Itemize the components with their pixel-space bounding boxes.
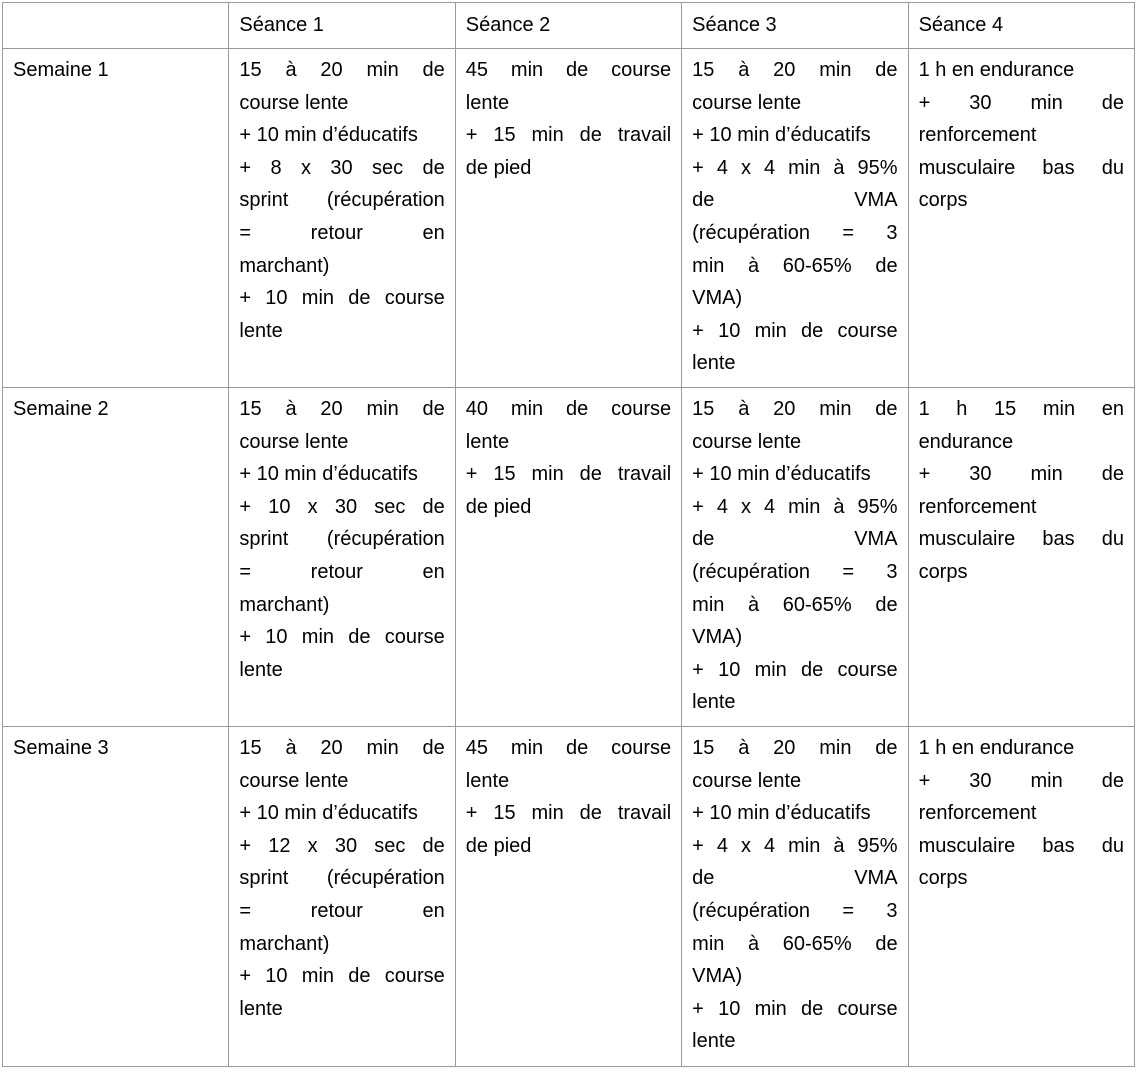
session-cell-seance-4 [908, 49, 1134, 388]
session-line: + 10 min de course [239, 626, 445, 649]
header-cell-seance-3: Séance 3 [682, 3, 908, 49]
session-line: lente [692, 1030, 736, 1053]
session-line: marchant) [239, 932, 330, 955]
session-line: = retour en [239, 899, 445, 922]
session-line: corps [918, 867, 968, 890]
session-line: 40 min de course [465, 398, 672, 420]
session-line: musculaire bas du [918, 156, 1124, 179]
header-cell-empty [3, 3, 229, 49]
session-line: 15 à 20 min de [239, 737, 445, 759]
session-line: lente [239, 997, 283, 1020]
session-line: + 30 min de [918, 463, 1124, 486]
session-line: 1 h 15 min en [918, 398, 1124, 420]
session-line: 45 min de course [465, 59, 672, 81]
session-line: 15 à 20 min de [692, 737, 898, 759]
session-line: course lente [692, 769, 802, 792]
week-label-cell: Semaine 1 [3, 49, 229, 388]
session-line: 15 à 20 min de [239, 398, 445, 420]
session-line: (récupération = 3 [692, 221, 898, 244]
session-cell-seance-4 [908, 388, 1134, 727]
session-line: course lente [239, 769, 349, 792]
session-line: lente [692, 352, 736, 375]
session-line: + 10 x 30 sec de [239, 495, 445, 518]
session-line: + 10 min de course [692, 319, 898, 342]
week-label-cell: Semaine 2 [3, 388, 229, 727]
session-line: 1 h en endurance [918, 737, 1075, 759]
header-cell-seance-1: Séance 1 [229, 3, 455, 49]
session-line: + 10 min d’éducatifs [692, 463, 871, 486]
session-line: + 10 min d’éducatifs [239, 124, 418, 147]
session-line: min à 60-65% de [692, 254, 898, 277]
session-line: corps [918, 560, 968, 583]
session-line: sprint (récupération [239, 189, 445, 212]
session-line: de pied [465, 156, 532, 179]
session-line: course lente [692, 91, 802, 114]
session-line: + 10 min de course [239, 287, 445, 310]
session-line: musculaire bas du [918, 528, 1124, 551]
session-line: + 10 min de course [239, 965, 445, 988]
session-line: renforcement [918, 802, 1037, 825]
session-line: + 10 min d’éducatifs [239, 463, 418, 486]
header-cell-seance-4: Séance 4 [908, 3, 1134, 49]
session-cell-seance-4 [908, 727, 1134, 1067]
week-label-cell: Semaine 3 [3, 727, 229, 1067]
session-line: 45 min de course [465, 737, 672, 759]
session-line: + 15 min de travail [465, 802, 672, 825]
session-line: + 10 min de course [692, 658, 898, 681]
session-line: VMA) [692, 626, 743, 649]
session-line: de pied [465, 834, 532, 857]
session-line: min à 60-65% de [692, 932, 898, 955]
session-line: + 30 min de [918, 91, 1124, 114]
session-line: + 15 min de travail [465, 463, 672, 486]
session-line: marchant) [239, 254, 330, 277]
session-line: endurance [918, 430, 1014, 453]
training-plan-table [2, 2, 1135, 1067]
session-cell-seance-1 [229, 49, 455, 388]
session-line: sprint (récupération [239, 528, 445, 551]
session-line: (récupération = 3 [692, 560, 898, 583]
session-line: 15 à 20 min de [239, 59, 445, 81]
session-line: lente [465, 430, 510, 453]
table-header-row [3, 3, 1135, 49]
session-line: + 4 x 4 min à 95% [692, 495, 898, 518]
session-line: marchant) [239, 593, 330, 616]
header-cell-seance-2: Séance 2 [455, 3, 681, 49]
session-line: de VMA [692, 189, 898, 212]
session-line: + 10 min d’éducatifs [239, 802, 418, 825]
session-line: = retour en [239, 221, 445, 244]
session-line: (récupération = 3 [692, 899, 898, 922]
session-line: + 10 min d’éducatifs [692, 802, 871, 825]
session-line: VMA) [692, 965, 743, 988]
session-cell-seance-1 [229, 727, 455, 1067]
session-line: + 4 x 4 min à 95% [692, 834, 898, 857]
session-line: = retour en [239, 560, 445, 583]
session-line: + 8 x 30 sec de [239, 156, 445, 179]
session-line: + 15 min de travail [465, 124, 672, 147]
session-line: course lente [239, 430, 349, 453]
session-line: sprint (récupération [239, 867, 445, 890]
session-line: + 10 min d’éducatifs [692, 124, 871, 147]
session-cell-seance-3 [682, 388, 908, 727]
session-cell-seance-3 [682, 49, 908, 388]
session-line: 1 h en endurance [918, 59, 1075, 81]
session-line: + 12 x 30 sec de [239, 834, 445, 857]
session-line: 15 à 20 min de [692, 398, 898, 420]
table-row-semaine-3 [3, 727, 1135, 1067]
session-line: renforcement [918, 495, 1037, 518]
session-line: lente [465, 769, 510, 792]
table-row-semaine-1 [3, 49, 1135, 388]
session-line: VMA) [692, 287, 743, 310]
session-line: lente [239, 319, 283, 342]
session-line: + 30 min de [918, 769, 1124, 792]
session-line: + 4 x 4 min à 95% [692, 156, 898, 179]
table-row-semaine-2 [3, 388, 1135, 727]
session-line: + 10 min de course [692, 997, 898, 1020]
session-line: musculaire bas du [918, 834, 1124, 857]
session-cell-seance-1 [229, 388, 455, 727]
session-line: de VMA [692, 867, 898, 890]
session-cell-seance-2 [455, 388, 681, 727]
session-cell-seance-2 [455, 727, 681, 1067]
session-line: 15 à 20 min de [692, 59, 898, 81]
session-line: renforcement [918, 124, 1037, 147]
session-line: corps [918, 189, 968, 212]
session-line: course lente [239, 91, 349, 114]
session-line: de pied [465, 495, 532, 518]
session-line: lente [692, 691, 736, 714]
session-line: de VMA [692, 528, 898, 551]
session-line: lente [239, 658, 283, 681]
session-line: min à 60-65% de [692, 593, 898, 616]
session-line: lente [465, 91, 510, 114]
session-cell-seance-2 [455, 49, 681, 388]
session-line: course lente [692, 430, 802, 453]
session-cell-seance-3 [682, 727, 908, 1067]
